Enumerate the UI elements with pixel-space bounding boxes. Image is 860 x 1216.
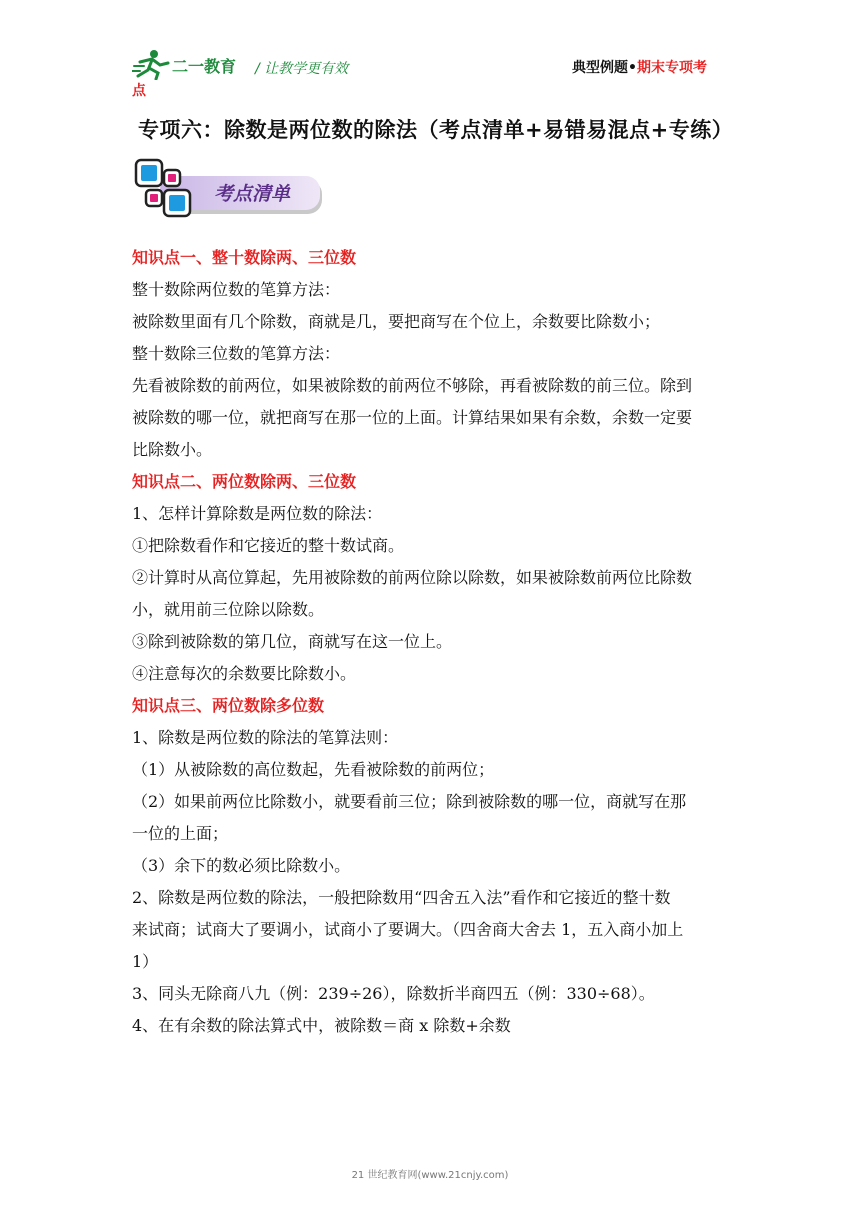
header-category-wrap: 点	[132, 83, 146, 99]
page-title: 专项六：除数是两位数的除法（考点清单+易错易混点+专练）	[138, 118, 734, 142]
logo-text: 二一教育	[172, 57, 237, 76]
body-line: 1、除数是两位数的除法的笔算法则：	[132, 728, 399, 747]
body-line: （1）从被除数的高位数起，先看被除数的前两位；	[132, 760, 495, 779]
body-line: ④注意每次的余数要比除数小。	[132, 664, 357, 683]
body-line: ①把除数看作和它接近的整十数试商。	[132, 536, 405, 555]
body-line: 比除数小。	[132, 440, 213, 459]
body-line: 2、除数是两位数的除法，一般把除数用“四舍五入法”看作和它接近的整十数	[132, 888, 671, 907]
page-footer: 21 世纪教育网(www.21cnjy.com)	[351, 1170, 509, 1181]
body-line: 被除数里面有几个除数，商就是几，要把商写在个位上，余数要比除数小；	[132, 312, 661, 331]
banner-label: 考点清单	[214, 183, 291, 205]
body-line: ③除到被除数的第几位，商就写在这一位上。	[132, 632, 453, 651]
body-line: 一位的上面；	[132, 824, 229, 843]
body-line: 整十数除三位数的笔算方法：	[132, 344, 341, 363]
body-line: 整十数除两位数的笔算方法：	[132, 280, 341, 299]
page-header	[0, 0, 860, 110]
body-line: 被除数的哪一位，就把商写在那一位的上面。计算结果如果有余数，余数一定要	[132, 408, 693, 427]
body-line: 小，就用前三位除以除数。	[132, 600, 325, 619]
section-heading: 知识点二、两位数除两、三位数	[132, 472, 357, 491]
runner-icon	[132, 50, 168, 79]
body-line: 先看被除数的前两位，如果被除数的前两位不够除，再看被除数的前三位。除到	[132, 376, 693, 395]
body-line: （3）余下的数必须比除数小。	[132, 856, 351, 875]
body-line: 3、同头无除商八九（例：239÷26），除数折半商四五（例：330÷68）。	[132, 984, 655, 1003]
section-banner	[134, 158, 328, 224]
body-line: （2）如果前两位比除数小，就要看前三位；除到被除数的哪一位，商就写在那	[132, 792, 687, 811]
body-line: 1）	[132, 952, 159, 971]
edu-logo	[132, 48, 242, 80]
document-body	[132, 242, 732, 1042]
header-category-topic: 期末专项考	[636, 60, 707, 76]
slogan: / 让教学更有效	[255, 61, 349, 77]
header-category-prefix: 典型例题•	[572, 60, 637, 76]
header-category	[572, 57, 707, 77]
section-heading: 知识点三、两位数除多位数	[132, 696, 325, 715]
body-line: ②计算时从高位算起，先用被除数的前两位除以除数，如果被除数前两位比除数	[132, 568, 693, 587]
section-heading: 知识点一、整十数除两、三位数	[132, 248, 357, 267]
body-line: 来试商；试商大了要调小，试商小了要调大。（四舍商大舍去 1，五入商小加上	[132, 920, 684, 939]
body-line: 1、怎样计算除数是两位数的除法：	[132, 504, 383, 523]
body-line: 4、在有余数的除法算式中，被除数＝商 x 除数+余数	[132, 1016, 511, 1035]
